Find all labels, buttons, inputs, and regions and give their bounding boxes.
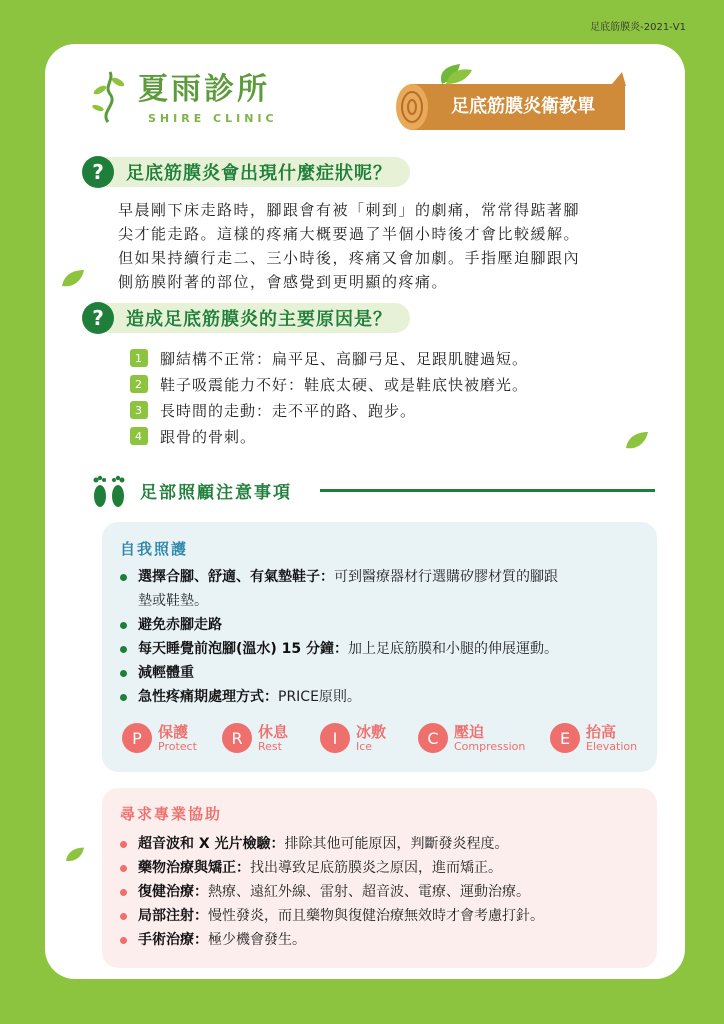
list-item-text: 腳結構不正常：扁平足、高腳弓足、足跟肌腱過短。	[160, 349, 529, 368]
bullet-icon	[120, 646, 127, 653]
self-care-title: 自我照護	[120, 540, 189, 558]
leaf-icon	[60, 268, 86, 290]
list-item: 急性疼痛期處理方式：PRICE原則。	[118, 685, 638, 709]
list-item: 復健治療：熱療、遠紅外線、雷射、超音波、電療、運動治療。	[118, 880, 638, 904]
price-item-elevation	[550, 723, 637, 753]
question-icon: ?	[82, 156, 114, 188]
number-badge: 2	[130, 375, 148, 393]
bullet-icon	[120, 622, 127, 629]
leaf-icon	[624, 430, 650, 452]
price-item-rest	[222, 723, 288, 753]
list-item: 藥物治療與矯正：找出導致足底筋膜炎之原因，進而矯正。	[118, 856, 638, 880]
price-letter-icon: R	[222, 723, 252, 753]
price-label: 壓迫	[454, 722, 485, 741]
list-item-text: 長時間的走動：走不平的路、跑步。	[160, 401, 417, 420]
number-badge: 3	[130, 401, 148, 419]
price-label: 抬高	[586, 722, 617, 741]
bullet-icon	[120, 841, 127, 848]
list-item: 減輕體重	[118, 661, 638, 685]
price-label-en: Rest	[258, 739, 282, 753]
price-label-en: Ice	[356, 739, 373, 753]
price-label: 保護	[158, 722, 189, 741]
question-2-header	[82, 302, 410, 334]
price-letter-icon: C	[418, 723, 448, 753]
list-item: 每天睡覺前泡腳(溫水) 15 分鐘：加上足底筋膜和小腿的伸展運動。	[118, 637, 638, 661]
paragraph-line: 早晨剛下床走路時，腳跟會有被「刺到」的劇痛，常常得踮著腳	[118, 201, 581, 219]
bullet-icon	[120, 865, 127, 872]
question-2-title: 造成足底筋膜炎的主要原因是？	[106, 303, 410, 333]
price-label-en: Elevation	[586, 739, 638, 753]
paragraph-line: 但如果持續行走二、三小時後，疼痛又會加劇。手指壓迫腳跟內	[118, 249, 581, 267]
price-letter-icon: E	[550, 723, 580, 753]
banner-title: 足底筋膜炎衛教單	[451, 96, 595, 117]
list-item	[130, 423, 528, 449]
leaf-icon	[64, 846, 86, 864]
document-code: 足底筋膜炎-2021-V1	[590, 22, 686, 33]
cause-list	[130, 345, 528, 449]
professional-help-title: 尋求專業協助	[120, 805, 223, 823]
price-item-ice	[320, 723, 386, 753]
self-care-list	[118, 565, 638, 709]
question-1-title: 足底筋膜炎會出現什麼症狀呢？	[106, 157, 410, 187]
price-label: 冰敷	[356, 722, 387, 741]
bullet-icon	[120, 913, 127, 920]
clinic-name: 夏雨診所	[138, 72, 270, 107]
symptom-paragraph	[118, 198, 648, 294]
list-item: 局部注射：慢性發炎，而且藥物與復健治療無效時才會考慮打針。	[118, 904, 638, 928]
list-item: 選擇合腳、舒適、有氣墊鞋子：可到醫療器材行選購矽膠材質的腳跟 墊或鞋墊。	[118, 565, 638, 613]
paragraph-line: 尖才能走路。這樣的疼痛大概要過了半個小時後才會比較緩解。	[118, 225, 581, 243]
bullet-icon	[120, 574, 127, 581]
price-label-en: Compression	[454, 739, 526, 753]
list-item	[130, 397, 528, 423]
bullet-icon	[120, 694, 127, 701]
question-1-header	[82, 156, 410, 188]
price-label-en: Protect	[158, 739, 197, 753]
clinic-name-en: SHIRE CLINIC	[148, 112, 278, 125]
list-item	[130, 345, 528, 371]
list-item	[130, 371, 528, 397]
price-label: 休息	[258, 722, 289, 741]
price-letter-icon: I	[320, 723, 350, 753]
footprints-icon	[88, 470, 130, 510]
foot-care-title: 足部照顧注意事項	[140, 483, 292, 503]
list-item-text: 跟骨的骨刺。	[160, 427, 257, 446]
price-letter-icon: P	[122, 723, 152, 753]
bullet-icon	[120, 889, 127, 896]
divider	[320, 489, 655, 492]
bullet-icon	[120, 670, 127, 677]
logo-sprout-icon	[90, 68, 126, 124]
bullet-icon	[120, 937, 127, 944]
list-item: 手術治療：極少機會發生。	[118, 928, 638, 952]
question-icon: ?	[82, 302, 114, 334]
list-item: 超音波和 X 光片檢驗：排除其他可能原因，判斷發炎程度。	[118, 832, 638, 856]
list-item: 避免赤腳走路	[118, 613, 638, 637]
price-item-protect	[122, 723, 197, 753]
number-badge: 4	[130, 427, 148, 445]
number-badge: 1	[130, 349, 148, 367]
price-item-compression	[418, 723, 525, 753]
professional-help-list	[118, 832, 638, 952]
paragraph-line: 側筋膜附著的部位，會感覺到更明顯的疼痛。	[118, 273, 449, 291]
list-item-text: 鞋子吸震能力不好：鞋底太硬、或是鞋底快被磨光。	[160, 375, 529, 394]
